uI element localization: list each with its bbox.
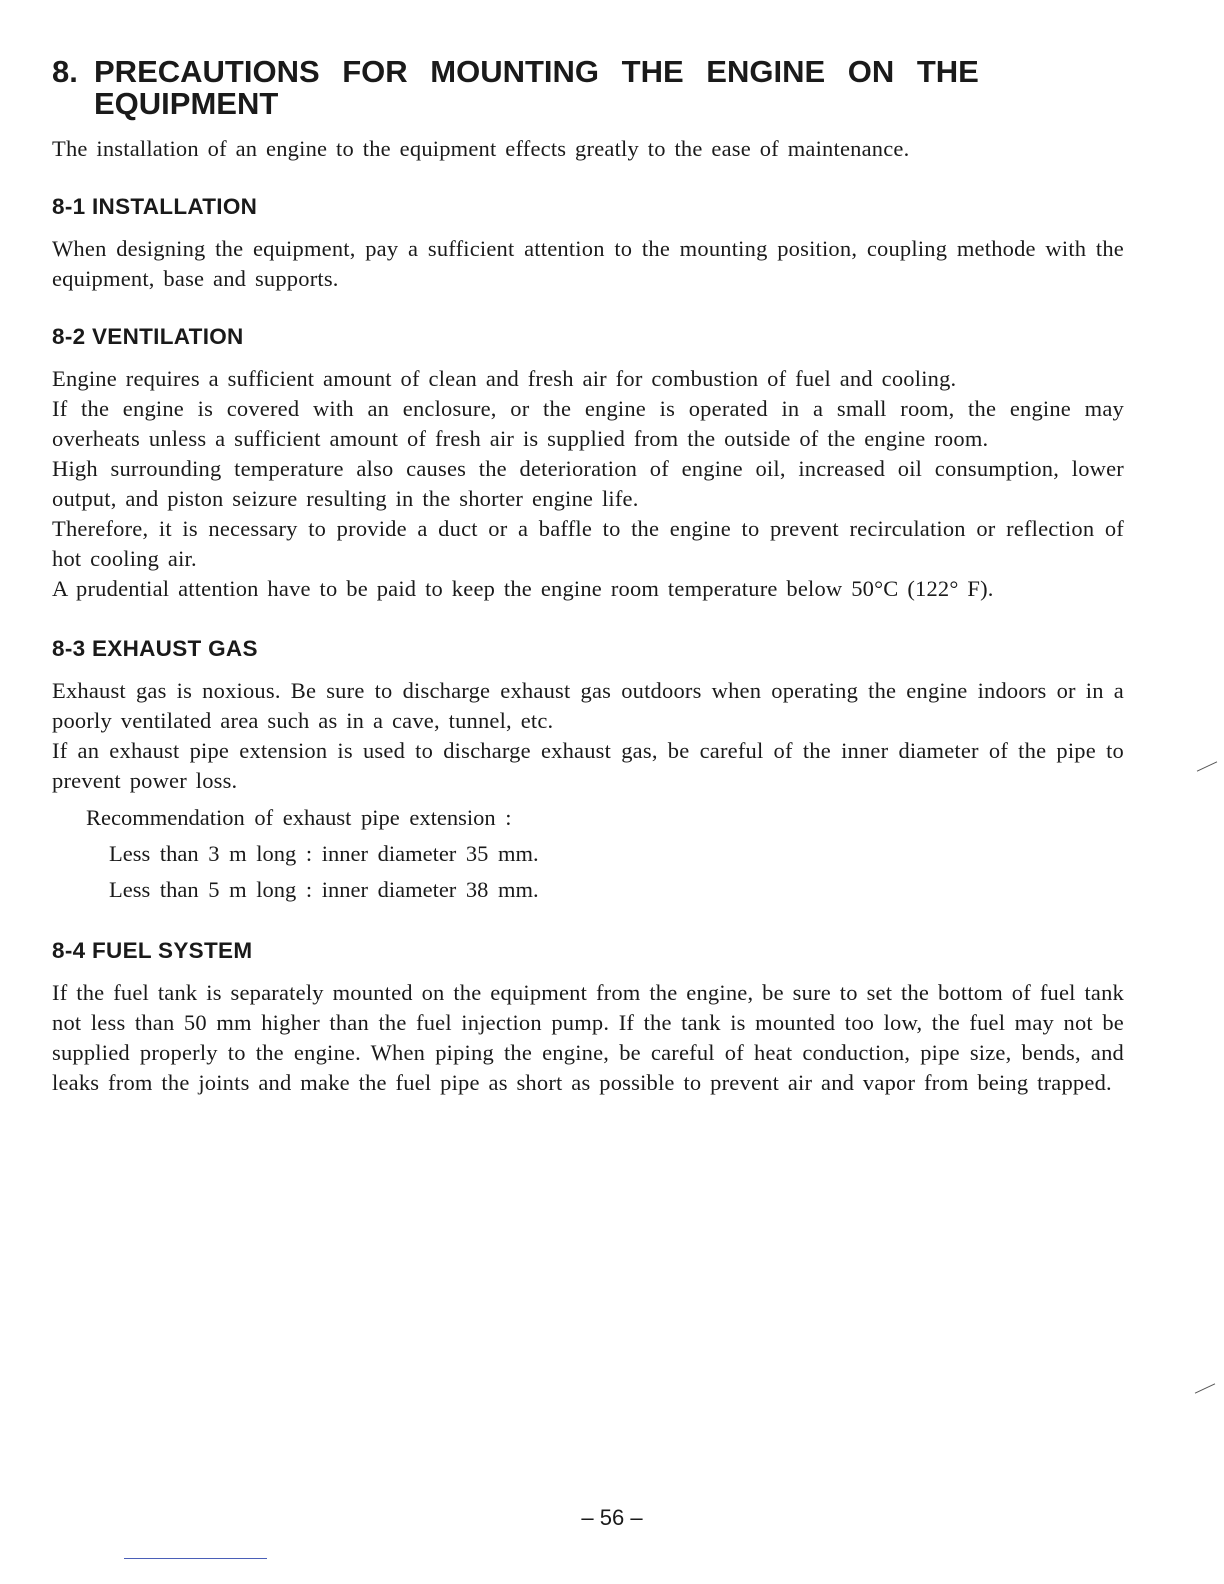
installation-paragraph: When designing the equipment, pay a sufficient attention to the mounting position, coupling methode with the equipment, base and supports. [52, 236, 1124, 291]
scan-edge-mark [1195, 1383, 1215, 1393]
section-heading-installation: 8-1 INSTALLATION [52, 194, 258, 219]
scan-edge-mark [1197, 761, 1217, 771]
recommendation-title: Recommendation of exhaust pipe extension : [86, 805, 512, 830]
recommendation-item: Less than 5 m long : inner diameter 38 mm. [109, 877, 539, 902]
ventilation-paragraph-1: Engine requires a sufficient amount of clean and fresh air for combustion of fuel and cooling. [52, 366, 957, 391]
intro-paragraph: The installation of an engine to the equipment effects greatly to the ease of maintenance. [52, 136, 910, 161]
document-page [52, 56, 1124, 1098]
exhaust-paragraph-2: If an exhaust pipe extension is used to discharge exhaust gas, be careful of the inner diameter of the pipe to prevent power loss. [52, 738, 1124, 793]
section-heading-ventilation: 8-2 VENTILATION [52, 324, 244, 349]
ventilation-paragraph-5: A prudential attention have to be paid to keep the engine room temperature below 50°C (122° F). [52, 576, 994, 601]
section-heading-fuel-system: 8-4 FUEL SYSTEM [52, 938, 253, 963]
fuel-system-paragraph: If the fuel tank is separately mounted on the equipment from the engine, be sure to set the bottom of fuel tank not less than 50 mm higher than the fuel injection pump. If the tank is mounted too low, the fuel may not be supplied properly to the engine. When piping the engine, be careful of heat conduction, pipe size, bends, and leaks from the joints and make the fuel pipe as short as possible to prevent air and vapor from being trapped. [52, 980, 1124, 1095]
ventilation-paragraph-2: If the engine is covered with an enclosure, or the engine is operated in a small room, the engine may overheats unless a sufficient amount of fresh air is supplied from the outside of the engine room. [52, 396, 1124, 451]
section-heading-exhaust-gas: 8-3 EXHAUST GAS [52, 636, 258, 661]
page-title [52, 56, 1124, 120]
title-number: 8. [52, 54, 78, 89]
ventilation-paragraph-4: Therefore, it is necessary to provide a duct or a baffle to the engine to prevent recirculation or reflection of hot cooling air. [52, 516, 1124, 571]
page-number: – 56 – [581, 1505, 643, 1530]
exhaust-paragraph-1: Exhaust gas is noxious. Be sure to discharge exhaust gas outdoors when operating the engine indoors or in a poorly ventilated area such as in a cave, tunnel, etc. [52, 678, 1124, 733]
recommendation-item: Less than 3 m long : inner diameter 35 mm. [109, 841, 539, 866]
ventilation-paragraph-3: High surrounding temperature also causes the deterioration of engine oil, increased oil consumption, lower output, and piston seizure resulting in the shorter engine life. [52, 456, 1124, 511]
scan-underline-mark [124, 1558, 267, 1559]
title-text: PRECAUTIONS FOR MOUNTING THE ENGINE ON THE EQUIPMENT [94, 54, 979, 121]
